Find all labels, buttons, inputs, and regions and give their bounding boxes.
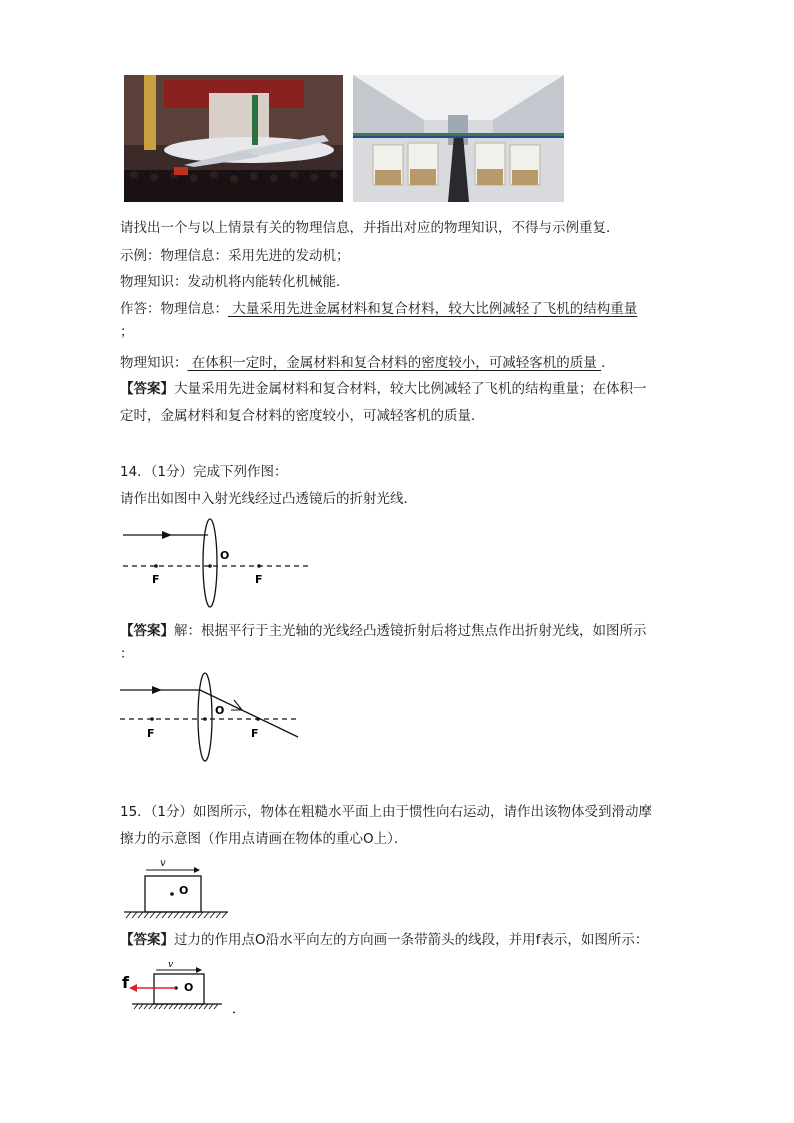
block-question-figure: [122, 856, 232, 920]
answer-info-end: ；: [120, 324, 134, 340]
focus-left-dot: [150, 717, 154, 721]
q15-answer: [120, 930, 648, 950]
label-f: f: [122, 973, 129, 992]
ray-arrow-icon: [152, 686, 162, 694]
q13-answer-info: [120, 299, 637, 319]
aircraft-cabin-photo: [353, 75, 564, 202]
lens-answer-figure: [118, 670, 308, 765]
lens-question-figure: [118, 516, 313, 611]
q14-answer-tail: ：: [120, 646, 134, 662]
answer-knowledge-value: 在体积一定时，金属材料和复合材料的密度较小，可减轻客机的质量: [187, 355, 602, 371]
velocity-arrow-icon: [196, 967, 202, 973]
answer-info-value: 大量采用先进金属材料和复合材料，较大比例减轻了飞机的结构重量: [228, 301, 638, 317]
label-o: O: [179, 884, 189, 897]
answer-end-mark: ．: [232, 1002, 246, 1017]
q14-answer-tag: 【答案】: [120, 623, 174, 639]
aircraft-rollout-photo: [124, 75, 343, 202]
q15-answer-text: 过力的作用点O沿水平向左的方向画一条带箭头的线段，并用f表示，如图所示：: [174, 932, 649, 948]
label-o: O: [184, 981, 194, 994]
block: [154, 974, 204, 1004]
answer-knowledge-end: ．: [601, 355, 615, 371]
q13-prompt: 请找出一个与以上情景有关的物理信息，并指出对应的物理知识，不得与示例重复．: [120, 220, 620, 236]
friction-arrow-icon: [129, 984, 137, 992]
q13-answer-line2: 定时，金属材料和复合材料的密度较小，可减轻客机的质量．: [120, 408, 485, 424]
label-o: O: [220, 549, 230, 562]
label-f-left: F: [152, 573, 160, 586]
answer-knowledge-label: 物理知识：: [120, 355, 188, 371]
q15-answer-tag: 【答案】: [120, 932, 174, 948]
q13-answer-line1: [120, 379, 647, 399]
convex-lens: [203, 519, 217, 607]
optical-center-dot: [208, 564, 212, 568]
center-dot: [170, 892, 174, 896]
answer-info-label: 作答：物理信息：: [120, 301, 228, 317]
label-f-right: F: [251, 727, 259, 740]
label-f-right: F: [255, 573, 263, 586]
ray-arrow-icon: [162, 531, 172, 539]
focus-right-dot: [257, 564, 261, 568]
velocity-arrow-icon: [194, 867, 200, 873]
ground-hatching: [126, 912, 227, 918]
q14-prompt: 请作出如图中入射光线经过凸透镜后的折射光线．: [120, 491, 417, 507]
answer-tag: 【答案】: [120, 381, 174, 397]
ground-hatching: [134, 1004, 218, 1009]
optical-center-dot: [203, 717, 207, 721]
q14-answer: [120, 621, 647, 641]
q13-example-info: 示例：物理信息：采用先进的发动机；: [120, 248, 350, 264]
label-v: v: [160, 858, 166, 869]
q13-example-knowledge: 物理知识：发动机将内能转化机械能．: [120, 274, 350, 290]
q15-heading-line1: 15．（1分）如图所示，物体在粗糙水平面上由于惯性向右运动，请作出该物体受到滑动摩: [120, 804, 653, 820]
block-answer-figure: [118, 957, 248, 1019]
q14-answer-text: 解：根据平行于主光轴的光线经凸透镜折射后将过焦点作出折射光线，如图所示: [174, 623, 647, 639]
label-o: O: [215, 704, 225, 717]
q15-heading-line2: 擦力的示意图（作用点请画在物体的重心O上）．: [120, 831, 408, 847]
focus-left-dot: [154, 564, 158, 568]
q14-heading: 14．（1分）完成下列作图：: [120, 464, 288, 480]
answer-text: 大量采用先进金属材料和复合材料，较大比例减轻了飞机的结构重量；在体积一: [174, 381, 647, 397]
convex-lens: [198, 673, 212, 761]
focus-right-dot: [256, 717, 260, 721]
label-v: v: [168, 960, 174, 970]
label-f-left: F: [147, 727, 155, 740]
q13-answer-knowledge: [120, 353, 615, 373]
